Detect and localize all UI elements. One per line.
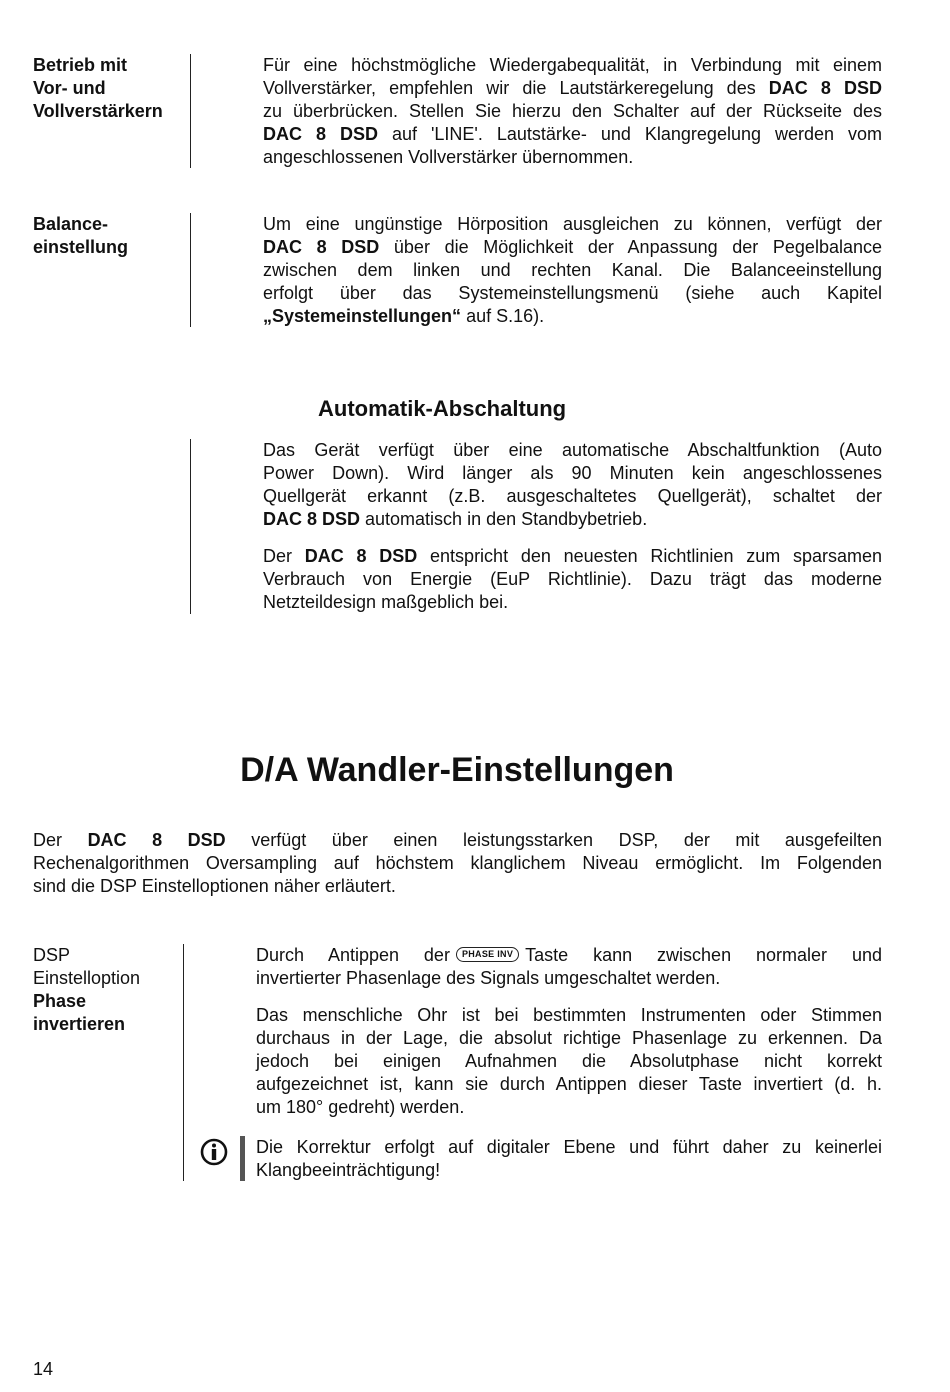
section-label-vollverstaerker xyxy=(33,54,183,123)
info-icon xyxy=(199,1137,229,1167)
divider-line xyxy=(190,54,191,168)
paragraph-intro xyxy=(33,829,882,898)
text-line: durchaus in der Lage, die absolut richtige Phasenlage zu erkennen. Da xyxy=(256,1028,882,1048)
text-line: zu überbrücken. Stellen Sie hierzu den Schalter auf der Rückseite des xyxy=(263,101,882,121)
text-span: über die Möglichkeit der Anpassung der Pegelbalance xyxy=(379,237,882,257)
product-name: DAC 8 DSD xyxy=(87,830,226,850)
text-span: Der xyxy=(263,546,305,566)
divider-line xyxy=(190,439,191,614)
text-line: Verbrauch von Energie (EuP Richtlinie). Dazu trägt das moderne xyxy=(263,569,882,589)
text-line: jedoch bei einigen Aufnahmen die Absolutphase nicht korrekt xyxy=(256,1051,882,1071)
label-line: Einstelloption xyxy=(33,968,141,988)
text-line: angeschlossenen Vollverstärker übernommen. xyxy=(263,147,634,167)
product-name: DAC 8 DSD xyxy=(263,124,378,144)
text-span: automatisch in den Standbybetrieb. xyxy=(360,509,648,529)
label-line: Vollverstärkern xyxy=(33,101,163,121)
label-line: invertieren xyxy=(33,1014,126,1034)
text-line: um 180° gedreht) werden. xyxy=(256,1097,465,1117)
divider-line xyxy=(190,213,191,327)
text-span: verfügt über einen leistungsstarken DSP, der mit ausgefeilten xyxy=(225,830,882,850)
text-line xyxy=(263,123,882,146)
text-line: aufgezeichnet ist, kann sie durch Antippen dieser Taste invertiert (d. h. xyxy=(256,1074,882,1094)
text-span: Der xyxy=(33,830,88,850)
text-line: invertierter Phasenlage des Signals umgeschaltet werden. xyxy=(256,968,721,988)
note-text xyxy=(256,1136,882,1182)
product-name: DAC 8 DSD xyxy=(263,237,380,257)
label-line: DSP xyxy=(33,945,71,965)
text-line: Um eine ungünstige Hörposition ausgleichen zu können, verfügt der xyxy=(263,214,882,234)
section-label-phase xyxy=(33,944,183,1036)
label-line: Vor- und xyxy=(33,78,106,98)
paragraph-automatik xyxy=(263,439,882,614)
text-line: Das menschliche Ohr ist bei bestimmten Instrumenten oder Stimmen xyxy=(256,1005,882,1025)
text-line: zwischen dem linken und rechten Kanal. Die Balanceeinstellung xyxy=(263,260,882,280)
text-span: auf 'LINE'. Lautstärke- und Klangregelung werden vom xyxy=(377,124,882,144)
label-line: Balance- xyxy=(33,214,109,234)
text-line xyxy=(263,77,882,100)
text-line: Power Down). Wird länger als 90 Minuten kein angeschlossenes xyxy=(263,463,882,483)
label-line: Betrieb mit xyxy=(33,55,128,75)
text-line: Rechenalgorithmen Oversampling auf höchstem klanglichem Niveau ermöglicht. Im Folgenden xyxy=(33,853,882,873)
text-line: Klangbeeinträchtigung! xyxy=(256,1160,441,1180)
paragraph-balance xyxy=(263,213,882,328)
chapter-reference: „Systemeinstellungen“ xyxy=(263,306,462,326)
product-name: DAC 8 DSD xyxy=(768,78,882,98)
text-line xyxy=(263,545,882,568)
paragraph-phase xyxy=(256,944,882,1119)
product-name: DAC 8 DSD xyxy=(304,546,418,566)
paragraph-vollverstaerker xyxy=(263,54,882,169)
divider-line xyxy=(183,944,184,1181)
phase-inv-button-symbol: PHASE INV xyxy=(456,947,519,962)
label-line: Phase xyxy=(33,991,87,1011)
product-name: DAC 8 DSD xyxy=(263,509,361,529)
text-span: Vollverstärker, empfehlen wir die Lautstärkeregelung des xyxy=(263,78,769,98)
note-bar xyxy=(240,1136,245,1181)
spacer xyxy=(263,531,882,545)
text-span: Taste kann zwischen normaler und xyxy=(525,945,882,965)
text-span: entspricht den neuesten Richtlinien zum sparsamen xyxy=(417,546,882,566)
text-line xyxy=(263,508,882,531)
text-line xyxy=(263,236,882,259)
text-line: Für eine höchstmögliche Wiedergabequalität, in Verbindung mit einem xyxy=(263,55,882,75)
text-line: erfolgt über das Systemeinstellungsmenü (siehe auch Kapitel xyxy=(263,283,882,303)
heading-da-wandler: D/A Wandler-Einstellungen xyxy=(240,751,674,789)
text-line: Das Gerät verfügt über eine automatische Abschaltfunktion (Auto xyxy=(263,440,882,460)
text-line: Netzteildesign maßgeblich bei. xyxy=(263,592,509,612)
text-line: Quellgerät erkannt (z.B. ausgeschaltetes Quellgerät), schaltet der xyxy=(263,486,882,506)
page-number: 14 xyxy=(33,1359,54,1379)
section-label-balance xyxy=(33,213,183,259)
text-line: Die Korrektur erfolgt auf digitaler Ebene und führt daher zu keinerlei xyxy=(256,1137,882,1157)
text-span: Durch Antippen der xyxy=(256,945,450,965)
text-span: auf S.16). xyxy=(461,306,545,326)
text-line xyxy=(256,944,882,967)
heading-automatik-abschaltung: Automatik-Abschaltung xyxy=(318,396,567,421)
spacer xyxy=(256,990,882,1004)
text-line xyxy=(33,829,882,852)
text-line xyxy=(263,305,882,328)
label-line: einstellung xyxy=(33,237,129,257)
text-line: sind die DSP Einstelloptionen näher erläutert. xyxy=(33,876,396,896)
